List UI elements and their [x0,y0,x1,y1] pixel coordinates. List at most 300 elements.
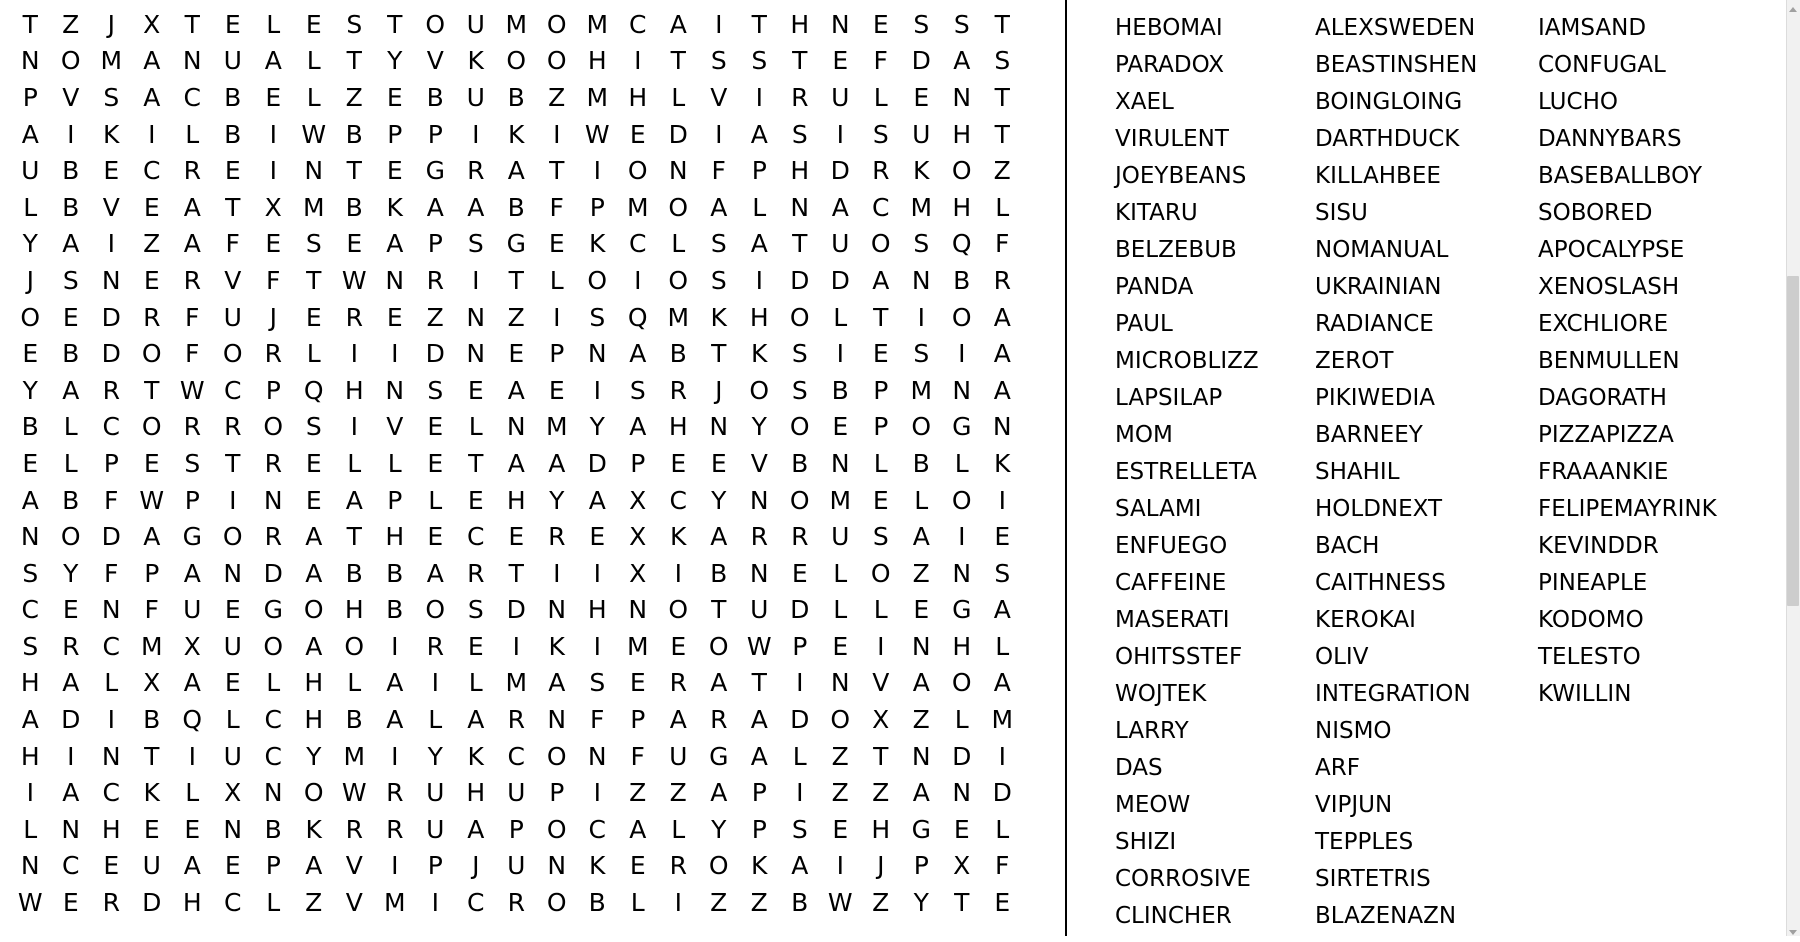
grid-cell[interactable]: Q [303,375,324,405]
grid-cell[interactable]: C [224,375,242,405]
grid-cell[interactable]: I [107,229,115,259]
grid-cell[interactable]: Y [22,229,38,259]
grid-cell[interactable]: U [223,741,242,771]
word-list-item[interactable]: BELZEBUB [1115,237,1237,263]
grid-cell[interactable]: K [103,119,120,149]
grid-cell[interactable]: P [913,851,929,881]
grid-cell[interactable]: Q [951,229,972,259]
grid-cell[interactable]: O [627,156,648,186]
word-list-item[interactable]: CAITHNESS [1315,570,1446,596]
grid-cell[interactable]: T [144,741,160,771]
grid-cell[interactable]: N [547,851,567,881]
grid-cell[interactable]: I [67,741,75,771]
grid-cell[interactable]: A [750,705,768,735]
grid-cell[interactable]: A [548,448,566,478]
grid-cell[interactable]: R [386,814,404,844]
grid-cell[interactable]: U [750,595,769,625]
grid-cell[interactable]: R [62,631,80,661]
grid-cell[interactable]: T [873,302,889,332]
grid-cell[interactable]: Z [629,778,647,808]
grid-cell[interactable]: E [670,631,687,661]
grid-cell[interactable]: S [791,339,808,369]
grid-cell[interactable]: T [468,448,484,478]
grid-cell[interactable]: S [710,265,727,295]
grid-cell[interactable]: A [183,851,201,881]
word-list-item[interactable]: XAEL [1115,89,1174,115]
word-list-item[interactable]: APOCALYPSE [1538,237,1685,263]
grid-cell[interactable]: Z [831,741,849,771]
grid-cell[interactable]: X [629,485,647,515]
grid-cell[interactable]: A [912,522,930,552]
grid-cell[interactable]: L [752,192,767,222]
grid-cell[interactable]: B [791,888,809,918]
grid-cell[interactable]: N [223,558,243,588]
word-list-item[interactable]: BLAZENAZN [1315,903,1457,929]
word-list-item[interactable]: WOJTEK [1115,681,1207,707]
grid-cell[interactable]: H [790,9,810,39]
word-list-item[interactable]: VIRULENT [1115,126,1229,152]
word-list-item[interactable]: ESTRELLETA [1115,459,1257,485]
grid-cell[interactable]: D [263,558,283,588]
grid-cell[interactable]: T [954,888,970,918]
word-list-item[interactable]: KITARU [1115,200,1198,226]
grid-cell[interactable]: L [549,265,564,295]
word-list-item[interactable]: BACH [1315,533,1380,559]
grid-cell[interactable]: L [428,705,443,735]
grid-cell[interactable]: R [386,778,404,808]
grid-cell[interactable]: A [710,778,728,808]
grid-cell[interactable]: I [188,741,196,771]
word-list-item[interactable]: SOBORED [1538,200,1653,226]
grid-cell[interactable]: A [872,265,890,295]
grid-cell[interactable]: P [103,448,119,478]
grid-cell[interactable]: A [426,558,444,588]
grid-cell[interactable]: I [553,558,561,588]
grid-cell[interactable]: L [266,888,281,918]
grid-cell[interactable]: K [589,851,606,881]
grid-cell[interactable]: A [831,192,849,222]
grid-cell[interactable]: N [952,82,972,112]
grid-cell[interactable]: C [872,192,890,222]
grid-cell[interactable]: E [103,851,120,881]
grid-cell[interactable]: R [183,412,201,442]
grid-cell[interactable]: N [101,741,121,771]
grid-cell[interactable]: L [995,631,1010,661]
grid-cell[interactable]: I [998,485,1006,515]
grid-cell[interactable]: B [386,558,404,588]
grid-cell[interactable]: F [225,229,240,259]
grid-cell[interactable]: A [750,229,768,259]
grid-cell[interactable]: Z [62,9,80,39]
word-list-item[interactable]: KILLAHBEE [1315,163,1441,189]
grid-cell[interactable]: A [710,522,728,552]
grid-cell[interactable]: T [751,668,767,698]
grid-cell[interactable]: D [911,46,931,76]
grid-cell[interactable]: O [546,888,567,918]
grid-cell[interactable]: S [913,9,930,39]
grid-cell[interactable]: A [345,485,363,515]
grid-cell[interactable]: W [341,265,367,295]
grid-cell[interactable]: N [790,192,810,222]
grid-cell[interactable]: A [507,375,525,405]
grid-cell[interactable]: M [100,46,123,76]
grid-cell[interactable]: V [102,192,120,222]
grid-cell[interactable]: I [593,375,601,405]
word-list-item[interactable]: ENFUEGO [1115,533,1228,559]
grid-cell[interactable]: N [466,302,486,332]
grid-cell[interactable]: E [913,595,930,625]
grid-cell[interactable]: K [548,631,565,661]
grid-cell[interactable]: A [629,339,647,369]
grid-cell[interactable]: S [22,631,39,661]
grid-cell[interactable]: P [427,229,443,259]
word-list-item[interactable]: INTEGRATION [1315,681,1471,707]
grid-cell[interactable]: H [344,375,364,405]
grid-cell[interactable]: G [709,741,729,771]
grid-cell[interactable]: F [995,229,1010,259]
grid-cell[interactable]: N [547,595,567,625]
grid-cell[interactable]: A [264,46,282,76]
grid-cell[interactable]: C [467,888,485,918]
grid-cell[interactable]: Z [912,705,930,735]
grid-cell[interactable]: A [62,375,80,405]
grid-cell[interactable]: E [22,339,39,369]
grid-cell[interactable]: A [669,9,687,39]
word-list-item[interactable]: DANNYBARS [1538,126,1682,152]
word-list-item[interactable]: TEPPLES [1315,829,1414,855]
word-list-item[interactable]: EXCHLIORE [1538,311,1669,337]
word-list-item[interactable]: HEBOMAI [1115,15,1223,41]
grid-cell[interactable]: O [263,631,284,661]
grid-cell[interactable]: O [789,302,810,332]
grid-cell[interactable]: Z [710,888,728,918]
grid-cell[interactable]: A [183,558,201,588]
grid-cell[interactable]: A [629,814,647,844]
grid-cell[interactable]: J [107,9,115,39]
grid-cell[interactable]: E [508,339,525,369]
grid-cell[interactable]: A [62,229,80,259]
grid-cell[interactable]: N [547,705,567,735]
word-list-item[interactable]: NISMO [1315,718,1392,744]
grid-cell[interactable]: I [796,778,804,808]
grid-cell[interactable]: F [266,265,281,295]
grid-cell[interactable]: E [872,339,889,369]
grid-cell[interactable]: Y [913,888,929,918]
grid-cell[interactable]: R [507,705,525,735]
grid-cell[interactable]: E [143,448,160,478]
grid-cell[interactable]: C [588,814,606,844]
grid-cell[interactable]: W [301,119,327,149]
grid-cell[interactable]: O [546,814,567,844]
grid-cell[interactable]: I [877,631,885,661]
grid-cell[interactable]: M [505,9,528,39]
grid-cell[interactable]: E [386,156,403,186]
grid-cell[interactable]: A [993,375,1011,405]
grid-cell[interactable]: R [791,522,809,552]
grid-cell[interactable]: T [751,9,767,39]
grid-cell[interactable]: T [711,339,727,369]
grid-cell[interactable]: S [427,375,444,405]
grid-cell[interactable]: A [467,705,485,735]
grid-cell[interactable]: K [467,741,484,771]
grid-cell[interactable]: H [790,156,810,186]
grid-cell[interactable]: M [626,631,649,661]
grid-cell[interactable]: O [546,9,567,39]
grid-cell[interactable]: R [102,888,120,918]
grid-cell[interactable]: I [634,46,642,76]
grid-cell[interactable]: M [910,375,933,405]
grid-cell[interactable]: A [21,485,39,515]
grid-cell[interactable]: B [588,888,606,918]
word-list-item[interactable]: LAPSILAP [1115,385,1223,411]
grid-cell[interactable]: F [590,705,605,735]
grid-cell[interactable]: S [467,595,484,625]
grid-cell[interactable]: W [17,888,43,918]
grid-cell[interactable]: B [345,705,363,735]
grid-cell[interactable]: O [263,412,284,442]
grid-cell[interactable]: D [61,705,81,735]
word-list-item[interactable]: RADIANCE [1315,311,1434,337]
grid-cell[interactable]: O [668,192,689,222]
grid-cell[interactable]: H [20,741,40,771]
grid-cell[interactable]: T [22,9,38,39]
grid-cell[interactable]: K [143,778,160,808]
grid-cell[interactable]: I [229,485,237,515]
grid-cell[interactable]: E [670,448,687,478]
grid-cell[interactable]: L [995,192,1010,222]
grid-cell[interactable]: A [669,705,687,735]
grid-cell[interactable]: H [101,814,121,844]
word-list-item[interactable]: DARTHDUCK [1315,126,1460,152]
grid-cell[interactable]: M [586,82,609,112]
grid-cell[interactable]: E [224,9,241,39]
grid-cell[interactable]: O [668,265,689,295]
grid-cell[interactable]: C [102,631,120,661]
grid-cell[interactable]: A [183,668,201,698]
grid-cell[interactable]: H [304,705,324,735]
grid-cell[interactable]: N [101,595,121,625]
grid-cell[interactable]: U [912,119,931,149]
grid-cell[interactable]: R [710,705,728,735]
word-list-item[interactable]: PIZZAPIZZA [1538,422,1674,448]
grid-cell[interactable]: S [184,448,201,478]
grid-cell[interactable]: W [584,119,610,149]
grid-cell[interactable]: A [912,778,930,808]
grid-cell[interactable]: O [20,302,41,332]
grid-cell[interactable]: K [994,448,1011,478]
grid-cell[interactable]: M [383,888,406,918]
grid-cell[interactable]: Y [306,741,322,771]
word-list-item[interactable]: UKRAINIAN [1315,274,1442,300]
grid-cell[interactable]: J [269,302,277,332]
grid-cell[interactable]: O [830,705,851,735]
grid-cell[interactable]: D [992,778,1012,808]
grid-cell[interactable]: F [104,558,119,588]
grid-cell[interactable]: Z [507,302,525,332]
grid-cell[interactable]: O [951,485,972,515]
grid-cell[interactable]: V [345,851,363,881]
grid-cell[interactable]: I [674,558,682,588]
grid-cell[interactable]: B [426,82,444,112]
grid-cell[interactable]: D [101,302,121,332]
grid-cell[interactable]: O [870,558,891,588]
grid-cell[interactable]: E [589,522,606,552]
grid-cell[interactable]: Z [305,888,323,918]
grid-cell[interactable]: L [468,668,483,698]
grid-cell[interactable]: P [792,631,808,661]
grid-cell[interactable]: E [305,302,322,332]
grid-cell[interactable]: O [587,265,608,295]
grid-cell[interactable]: R [345,814,363,844]
grid-cell[interactable]: U [466,9,485,39]
grid-cell[interactable]: S [791,375,808,405]
grid-cell[interactable]: B [62,192,80,222]
grid-cell[interactable]: L [428,485,443,515]
grid-cell[interactable]: L [185,119,200,149]
grid-cell[interactable]: I [472,119,480,149]
grid-cell[interactable]: L [630,888,645,918]
grid-cell[interactable]: S [913,339,930,369]
grid-cell[interactable]: R [264,522,282,552]
grid-cell[interactable]: M [545,412,568,442]
grid-cell[interactable]: E [629,119,646,149]
grid-cell[interactable]: N [668,156,688,186]
grid-cell[interactable]: H [587,46,607,76]
grid-cell[interactable]: I [350,339,358,369]
grid-cell[interactable]: E [143,265,160,295]
grid-cell[interactable]: S [710,46,727,76]
grid-cell[interactable]: L [873,595,888,625]
grid-cell[interactable]: M [343,741,366,771]
grid-cell[interactable]: E [62,888,79,918]
word-list-item[interactable]: KWILLIN [1538,681,1632,707]
grid-cell[interactable]: E [994,522,1011,552]
grid-cell[interactable]: T [508,265,524,295]
grid-cell[interactable]: C [102,412,120,442]
grid-cell[interactable]: A [507,448,525,478]
grid-cell[interactable]: I [917,302,925,332]
grid-cell[interactable]: D [830,156,850,186]
grid-cell[interactable]: U [223,46,242,76]
grid-cell[interactable]: S [589,302,606,332]
grid-cell[interactable]: E [832,46,849,76]
grid-cell[interactable]: O [222,522,243,552]
grid-cell[interactable]: P [549,339,565,369]
grid-cell[interactable]: I [431,888,439,918]
grid-cell[interactable]: X [224,778,242,808]
grid-cell[interactable]: U [507,851,526,881]
word-list-item[interactable]: SALAMI [1115,496,1202,522]
grid-cell[interactable]: R [426,631,444,661]
grid-cell[interactable]: B [710,558,728,588]
grid-cell[interactable]: E [62,302,79,332]
grid-cell[interactable]: V [386,412,404,442]
grid-cell[interactable]: J [26,265,34,295]
grid-cell[interactable]: X [629,522,647,552]
grid-cell[interactable]: M [991,705,1014,735]
grid-cell[interactable]: S [710,229,727,259]
grid-cell[interactable]: H [952,119,972,149]
grid-cell[interactable]: R [426,265,444,295]
grid-cell[interactable]: A [386,705,404,735]
grid-cell[interactable]: V [426,46,444,76]
grid-cell[interactable]: O [668,595,689,625]
grid-cell[interactable]: W [139,485,165,515]
grid-cell[interactable]: E [467,375,484,405]
grid-cell[interactable]: X [143,9,161,39]
grid-cell[interactable]: L [387,448,402,478]
grid-cell[interactable]: F [630,741,645,771]
grid-cell[interactable]: S [872,119,889,149]
grid-cell[interactable]: H [587,595,607,625]
grid-cell[interactable]: Y [751,412,767,442]
grid-cell[interactable]: E [305,485,322,515]
grid-cell[interactable]: D [952,741,972,771]
grid-cell[interactable]: O [425,9,446,39]
grid-cell[interactable]: L [306,46,321,76]
grid-cell[interactable]: I [391,631,399,661]
grid-cell[interactable]: P [427,851,443,881]
grid-cell[interactable]: D [101,522,121,552]
grid-cell[interactable]: A [183,192,201,222]
grid-cell[interactable]: Z [912,558,930,588]
grid-cell[interactable]: C [264,741,282,771]
grid-cell[interactable]: U [669,741,688,771]
grid-cell[interactable]: D [668,119,688,149]
grid-cell[interactable]: P [751,778,767,808]
word-list-item[interactable]: VIPJUN [1315,792,1393,818]
grid-cell[interactable]: A [467,192,485,222]
grid-cell[interactable]: U [466,82,485,112]
grid-cell[interactable]: H [466,778,486,808]
grid-cell[interactable]: J [877,851,885,881]
word-list-item[interactable]: CLINCHER [1115,903,1232,929]
grid-cell[interactable]: S [305,412,322,442]
word-list-item[interactable]: PAUL [1115,311,1173,337]
grid-cell[interactable]: N [830,9,850,39]
grid-cell[interactable]: N [20,46,40,76]
grid-cell[interactable]: F [185,339,200,369]
grid-cell[interactable]: N [587,741,607,771]
grid-cell[interactable]: R [507,888,525,918]
word-list-item[interactable]: LUCHO [1538,89,1618,115]
grid-cell[interactable]: L [468,412,483,442]
grid-cell[interactable]: E [548,229,565,259]
grid-cell[interactable]: P [873,375,889,405]
grid-cell[interactable]: K [305,814,322,844]
grid-cell[interactable]: L [954,448,969,478]
grid-cell[interactable]: V [62,82,80,112]
grid-cell[interactable]: N [911,631,931,661]
grid-cell[interactable]: C [62,851,80,881]
grid-cell[interactable]: I [472,265,480,295]
grid-cell[interactable]: B [507,192,525,222]
grid-cell[interactable]: B [224,82,242,112]
grid-cell[interactable]: A [993,595,1011,625]
grid-cell[interactable]: O [141,412,162,442]
grid-cell[interactable]: O [789,485,810,515]
grid-cell[interactable]: S [751,46,768,76]
grid-cell[interactable]: Y [427,741,443,771]
grid-cell[interactable]: T [225,448,241,478]
grid-cell[interactable]: A [62,668,80,698]
grid-cell[interactable]: E [143,192,160,222]
grid-cell[interactable]: F [144,595,159,625]
grid-cell[interactable]: B [953,265,971,295]
grid-cell[interactable]: E [467,631,484,661]
grid-cell[interactable]: G [182,522,202,552]
grid-cell[interactable]: C [669,485,687,515]
